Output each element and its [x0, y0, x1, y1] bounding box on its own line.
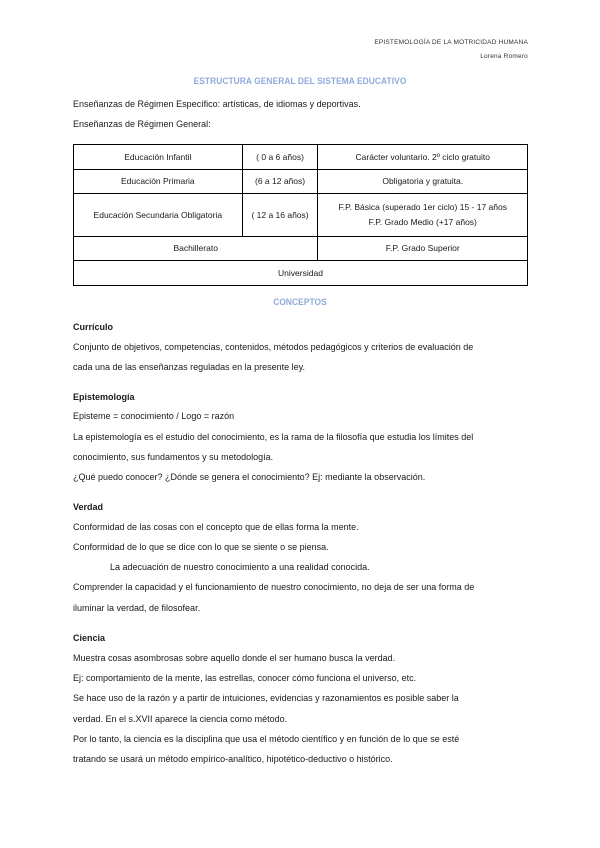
- table-cell-ages: ( 0 a 6 años): [242, 145, 318, 170]
- heading-verdad: Verdad: [73, 502, 104, 512]
- intro-regimen-general: Enseñanzas de Régimen General:: [73, 119, 211, 129]
- section-title-conceptos: CONCEPTOS: [273, 297, 327, 308]
- fp-basica-note: F.P. Básica (superado 1er ciclo) 15 - 17 años: [338, 202, 507, 212]
- table-row: [74, 145, 528, 170]
- verdad-line: iluminar la verdad, de filosofear.: [73, 603, 201, 613]
- table-row: [74, 261, 528, 286]
- curriculo-line: cada una de las enseñanzas reguladas en la presente ley.: [73, 362, 305, 372]
- table-row: [74, 194, 528, 237]
- table-cell-note: [318, 194, 528, 237]
- heading-ciencia: Ciencia: [73, 633, 106, 643]
- verdad-line: Conformidad de las cosas con el concepto que de ellas forma la mente.: [73, 522, 359, 532]
- table-cell-note: Carácter voluntario. 2º ciclo gratuito: [318, 145, 528, 170]
- table-cell-stage: Educación Primaria: [74, 170, 243, 194]
- verdad-line: Conformidad de lo que se dice con lo que se siente o se piensa.: [73, 542, 329, 552]
- table-row: [74, 237, 528, 261]
- table-cell-fp-superior: F.P. Grado Superior: [318, 237, 528, 261]
- header-author: Lorena Romero: [480, 53, 528, 60]
- ciencia-line: Se hace uso de la razón y a partir de intuiciones, evidencias y razonamientos es posible saber la: [73, 693, 459, 703]
- table-row: [74, 170, 528, 194]
- education-structure-table: [73, 144, 528, 286]
- curriculo-line: Conjunto de objetivos, competencias, contenidos, métodos pedagógicos y criterios de evaluación de: [73, 342, 474, 352]
- ciencia-line: Ej: comportamiento de la mente, las estrellas, conocer cómo funciona el universo, etc.: [73, 673, 417, 683]
- header-course-title: EPISTEMOLOGÍA DE LA MOTRICIDAD HUMANA: [374, 39, 528, 46]
- verdad-line: La adecuación de nuestro conocimiento a una realidad conocida.: [110, 562, 370, 572]
- table-cell-ages: (6 a 12 años): [242, 170, 318, 194]
- verdad-line: Comprender la capacidad y el funcionamiento de nuestro conocimiento, no deja de ser una forma de: [73, 582, 475, 592]
- table-cell-bachillerato: Bachillerato: [74, 237, 318, 261]
- table-cell-stage: Educación Infantil: [74, 145, 243, 170]
- epistemologia-line: La epistemología es el estudio del conocimiento, es la rama de la filosofía que estudia los límites del: [73, 432, 474, 442]
- epistemologia-line: Episteme = conocimiento / Logo = razón: [73, 411, 235, 421]
- ciencia-line: verdad. En el s.XVII aparece la ciencia como método.: [73, 714, 288, 724]
- table-cell-universidad: Universidad: [74, 261, 528, 286]
- ciencia-line: Por lo tanto, la ciencia es la disciplina que usa el método científico y en función de lo que se esté: [73, 734, 460, 744]
- intro-regimen-especifico: Enseñanzas de Régimen Específico: artísticas, de idiomas y deportivas.: [73, 99, 361, 109]
- heading-curriculo: Currículo: [73, 322, 114, 332]
- heading-epistemologia: Epistemología: [73, 392, 135, 402]
- ciencia-line: Muestra cosas asombrosas sobre aquello donde el ser humano busca la verdad.: [73, 653, 396, 663]
- epistemologia-line: ¿Qué puedo conocer? ¿Dónde se genera el conocimiento? Ej: mediante la observación.: [73, 472, 426, 482]
- table-cell-ages: ( 12 a 16 años): [242, 194, 318, 237]
- epistemologia-line: conocimiento, sus fundamentos y su metodología.: [73, 452, 274, 462]
- ciencia-line: tratando se usará un método empírico-analítico, hipotético-deductivo o histórico.: [73, 754, 393, 764]
- table-cell-note: Obligatoria y gratuita.: [318, 170, 528, 194]
- section-title-estructura: ESTRUCTURA GENERAL DEL SISTEMA EDUCATIVO: [193, 76, 407, 87]
- fp-grado-medio-note: F.P. Grado Medio (+17 años): [368, 217, 477, 227]
- table-cell-stage: Educación Secundaria Obligatoria: [74, 194, 243, 237]
